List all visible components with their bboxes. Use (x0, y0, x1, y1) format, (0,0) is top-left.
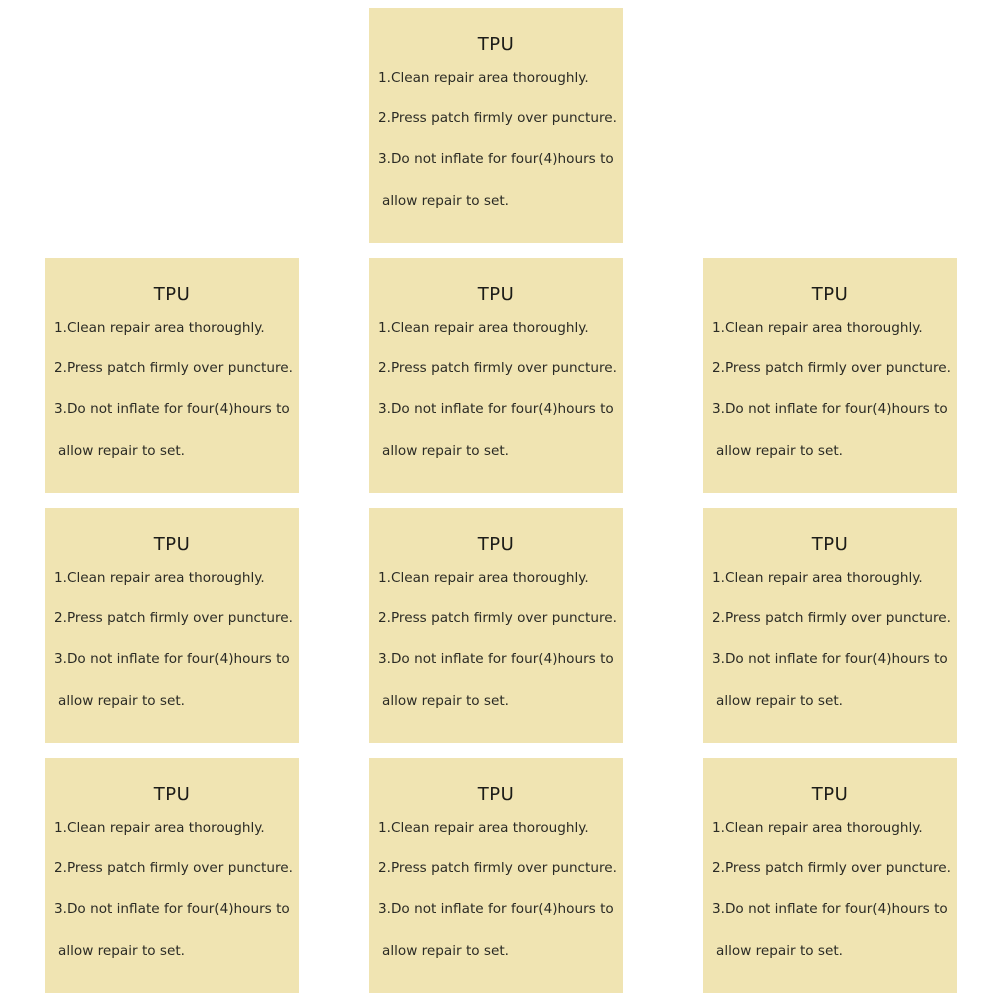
patch-instruction-line: allow repair to set. (58, 693, 186, 709)
patch-instruction-line: 3.Do not inflate for four(4)hours to (712, 401, 948, 417)
repair-patch (703, 258, 957, 493)
patch-instruction-line: 3.Do not inflate for four(4)hours to (378, 901, 614, 917)
patch-title: TPU (477, 34, 515, 55)
patch-title: TPU (811, 534, 849, 555)
repair-patch (369, 8, 623, 243)
repair-patch (45, 508, 299, 743)
patch-instruction-line: 3.Do not inflate for four(4)hours to (54, 901, 290, 917)
patch-title: TPU (477, 284, 515, 305)
patch-instruction-line: allow repair to set. (382, 943, 510, 959)
patch-instruction-line: 1.Clean repair area thoroughly. (378, 570, 589, 586)
patch-instruction-line: 1.Clean repair area thoroughly. (712, 570, 923, 586)
patch-title: TPU (153, 284, 191, 305)
patch-instruction-line: allow repair to set. (716, 943, 844, 959)
patch-title: TPU (811, 784, 849, 805)
patch-instruction-line: allow repair to set. (382, 693, 510, 709)
patch-instruction-line: 3.Do not inflate for four(4)hours to (54, 651, 290, 667)
patch-instruction-line: 2.Press patch firmly over puncture. (378, 110, 617, 126)
patch-instruction-line: 2.Press patch firmly over puncture. (54, 860, 293, 876)
patch-instruction-line: 3.Do not inflate for four(4)hours to (378, 651, 614, 667)
patch-instruction-line: 3.Do not inflate for four(4)hours to (712, 901, 948, 917)
repair-patch (369, 758, 623, 993)
patch-instruction-line: 1.Clean repair area thoroughly. (54, 820, 265, 836)
repair-patch (45, 758, 299, 993)
patch-instruction-line: 2.Press patch firmly over puncture. (54, 360, 293, 376)
patch-title: TPU (477, 784, 515, 805)
repair-patch (369, 508, 623, 743)
patch-instruction-line: 1.Clean repair area thoroughly. (378, 70, 589, 86)
patch-instruction-line: 3.Do not inflate for four(4)hours to (54, 401, 290, 417)
repair-patch (703, 508, 957, 743)
patch-instruction-line: 1.Clean repair area thoroughly. (54, 320, 265, 336)
patch-instruction-line: allow repair to set. (58, 943, 186, 959)
patch-instruction-line: 1.Clean repair area thoroughly. (378, 320, 589, 336)
patch-instruction-line: allow repair to set. (716, 693, 844, 709)
patch-instruction-line: 2.Press patch firmly over puncture. (712, 360, 951, 376)
patch-instruction-line: 2.Press patch firmly over puncture. (378, 860, 617, 876)
patch-instruction-line: 1.Clean repair area thoroughly. (378, 820, 589, 836)
patch-instruction-line: 2.Press patch firmly over puncture. (712, 860, 951, 876)
patch-title: TPU (153, 534, 191, 555)
patch-instruction-line: allow repair to set. (716, 443, 844, 459)
patch-instruction-line: 3.Do not inflate for four(4)hours to (378, 151, 614, 167)
patch-instruction-line: allow repair to set. (382, 193, 510, 209)
patch-instruction-line: 1.Clean repair area thoroughly. (712, 820, 923, 836)
repair-patch (369, 258, 623, 493)
patch-instruction-line: 2.Press patch firmly over puncture. (712, 610, 951, 626)
patch-instruction-line: 2.Press patch firmly over puncture. (378, 360, 617, 376)
patch-instruction-line: allow repair to set. (58, 443, 186, 459)
patch-instruction-line: 3.Do not inflate for four(4)hours to (712, 651, 948, 667)
patch-instruction-line: 1.Clean repair area thoroughly. (712, 320, 923, 336)
patch-instruction-line: allow repair to set. (382, 443, 510, 459)
patch-instruction-line: 2.Press patch firmly over puncture. (378, 610, 617, 626)
patch-instruction-line: 3.Do not inflate for four(4)hours to (378, 401, 614, 417)
patch-title: TPU (811, 284, 849, 305)
patch-instruction-line: 2.Press patch firmly over puncture. (54, 610, 293, 626)
repair-patch (703, 758, 957, 993)
patch-title: TPU (477, 534, 515, 555)
patch-instruction-line: 1.Clean repair area thoroughly. (54, 570, 265, 586)
repair-patch (45, 258, 299, 493)
patch-title: TPU (153, 784, 191, 805)
